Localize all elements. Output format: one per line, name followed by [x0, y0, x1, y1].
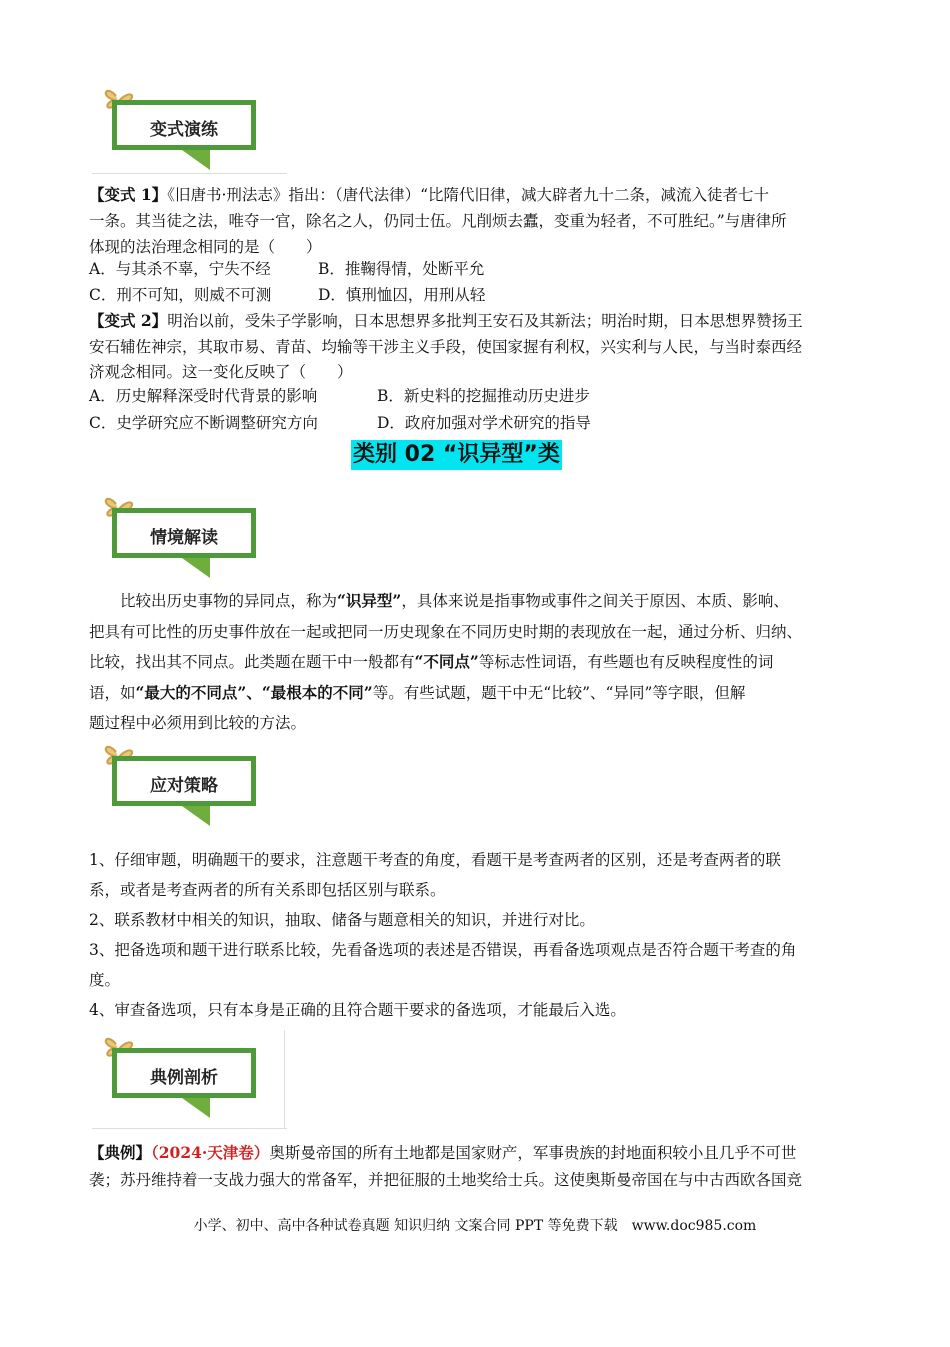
badge-label: 情境解读: [150, 528, 218, 548]
badge-tail: [182, 806, 210, 826]
text: 等标志性词语，有些题也有反映程度性的词: [478, 653, 774, 671]
emphasis: “识异型”: [337, 591, 402, 610]
variant2-text1: 明治以前，受朱子学影响，日本思想界多批判王安石及其新法；明治时期，日本思想界赞扬王: [167, 312, 803, 330]
intro-line3: [89, 647, 861, 678]
variant1-option-a: A．与其杀不辜，宁失不经: [89, 260, 271, 278]
variant2-tag: 【变式 2】: [89, 311, 168, 330]
divider: [92, 173, 287, 174]
intro-line4: [89, 678, 861, 709]
strategy-item-3b: 度。: [89, 971, 121, 989]
variant2-line3: 济观念相同。这一变化反映了（ ）: [89, 363, 353, 381]
variant1-tag: 【变式 1】: [89, 185, 168, 204]
page-footer: 小学、初中、高中各种试卷真题 知识归纳 文案合同 PPT 等免费下载 www.doc985.com: [193, 1218, 757, 1234]
variant2-option-b: B．新史料的挖掘推动历史进步: [377, 387, 590, 405]
strategy-list: [89, 845, 861, 1025]
example-tag: 【典例】: [89, 1143, 152, 1162]
variant1-text1: 《旧唐书·刑法志》指出：（唐代法律）“比隋代旧律，减大辟者九十二条，减流入徒者七十: [167, 186, 770, 204]
example-line1: [89, 1143, 796, 1163]
category-heading: 类别 02 “识异型”类: [351, 440, 562, 470]
section-badge-strategy: [92, 738, 292, 838]
variant1-option-d: D．慎刑恤囚，用刑从轻: [318, 286, 486, 304]
badge-box: [112, 508, 256, 558]
intro-line5: 题过程中必须用到比较的方法。: [89, 714, 307, 732]
intro-line1: [89, 586, 861, 617]
text: 语，如: [89, 683, 136, 702]
badge-box: [112, 1048, 256, 1098]
badge-label: 变式演练: [150, 120, 218, 140]
badge-box: [112, 756, 256, 806]
strategy-item-3a: 3、把备选项和题干进行联系比较，先看备选项的表述是否错误，再看备选项观点是否符合题干考查的角: [89, 941, 797, 959]
emphasis: “最大的不同点”、“最根本的不同”: [135, 682, 373, 702]
intro-line2: 把具有可比性的历史事件放在一起或把同一历史现象在不同历史时期的表现放在一起，通过分析、归纳、: [89, 622, 803, 641]
variant1-line1: [89, 185, 769, 205]
badge-tail: [182, 150, 210, 170]
section-badge-context: [92, 490, 292, 590]
strategy-item-1b: 系，或者是考查两者的所有关系即包括区别与联系。: [89, 881, 446, 899]
badge-label: 应对策略: [150, 776, 218, 796]
text: 比较，找出其不同点。此类题在题干中一般都有: [89, 653, 415, 671]
divider-vertical: [284, 1030, 285, 1128]
strategy-item-2: 2、联系教材中相关的知识，抽取、储备与题意相关的知识，并进行对比。: [89, 911, 595, 929]
example-source: （2024·天津卷）: [151, 1143, 270, 1162]
emphasis: “不同点”: [414, 652, 479, 671]
badge-tail: [182, 1098, 210, 1118]
variant2-line2: 安石辅佐神宗，其取市易、青苗、均输等干涉主义手段，使国家握有利权，兴实利与人民，与当时泰西经: [89, 338, 803, 356]
badge-tail: [182, 558, 210, 578]
variant2-line1: [89, 311, 803, 331]
variant1-option-b: B．推鞠得情，处断平允: [318, 260, 485, 278]
section-badge-example: [92, 1030, 292, 1130]
variant2-option-a: A．历史解释深受时代背景的影响: [89, 387, 318, 405]
example-text1: 奥斯曼帝国的所有土地都是国家财产，军事贵族的封地面积较小且几乎不可世: [269, 1144, 797, 1162]
example-line2: 袭；苏丹维持着一支战力强大的常备军，并把征服的土地奖给士兵。这使奥斯曼帝国在与中古西欧各国竞: [89, 1171, 803, 1189]
strategy-item-1a: 1、仔细审题，明确题干的要求，注意题干考查的角度，看题干是考查两者的区别，还是考查两者的联: [89, 851, 781, 869]
divider: [92, 1128, 287, 1129]
variant1-option-c: C．刑不可知，则威不可测: [89, 286, 272, 304]
text: 等。有些试题，题干中无“比较”、“异同”等字眼，但解: [372, 683, 746, 702]
section-badge-variant-practice: [92, 82, 292, 182]
variant2-option-d: D．政府加强对学术研究的指导: [377, 414, 591, 432]
variant1-line3: 体现的法治理念相同的是（ ）: [89, 238, 322, 256]
badge-box: [112, 100, 256, 150]
strategy-item-4: 4、审查备选项，只有本身是正确的且符合题干要求的备选项，才能最后入选。: [89, 1001, 626, 1019]
variant1-line2: 一条。其当徒之法，唯夺一官，除名之人，仍同士伍。凡削烦去蠹，变重为轻者，不可胜纪。”与唐律所: [89, 212, 787, 230]
intro-paragraph: [89, 586, 861, 739]
badge-label: 典例剖析: [150, 1068, 218, 1088]
text: 比较出历史事物的异同点，称为: [120, 592, 338, 610]
variant2-option-c: C．史学研究应不断调整研究方向: [89, 414, 318, 432]
text: ，具体来说是指事物或事件之间关于原因、本质、影响、: [401, 592, 789, 610]
